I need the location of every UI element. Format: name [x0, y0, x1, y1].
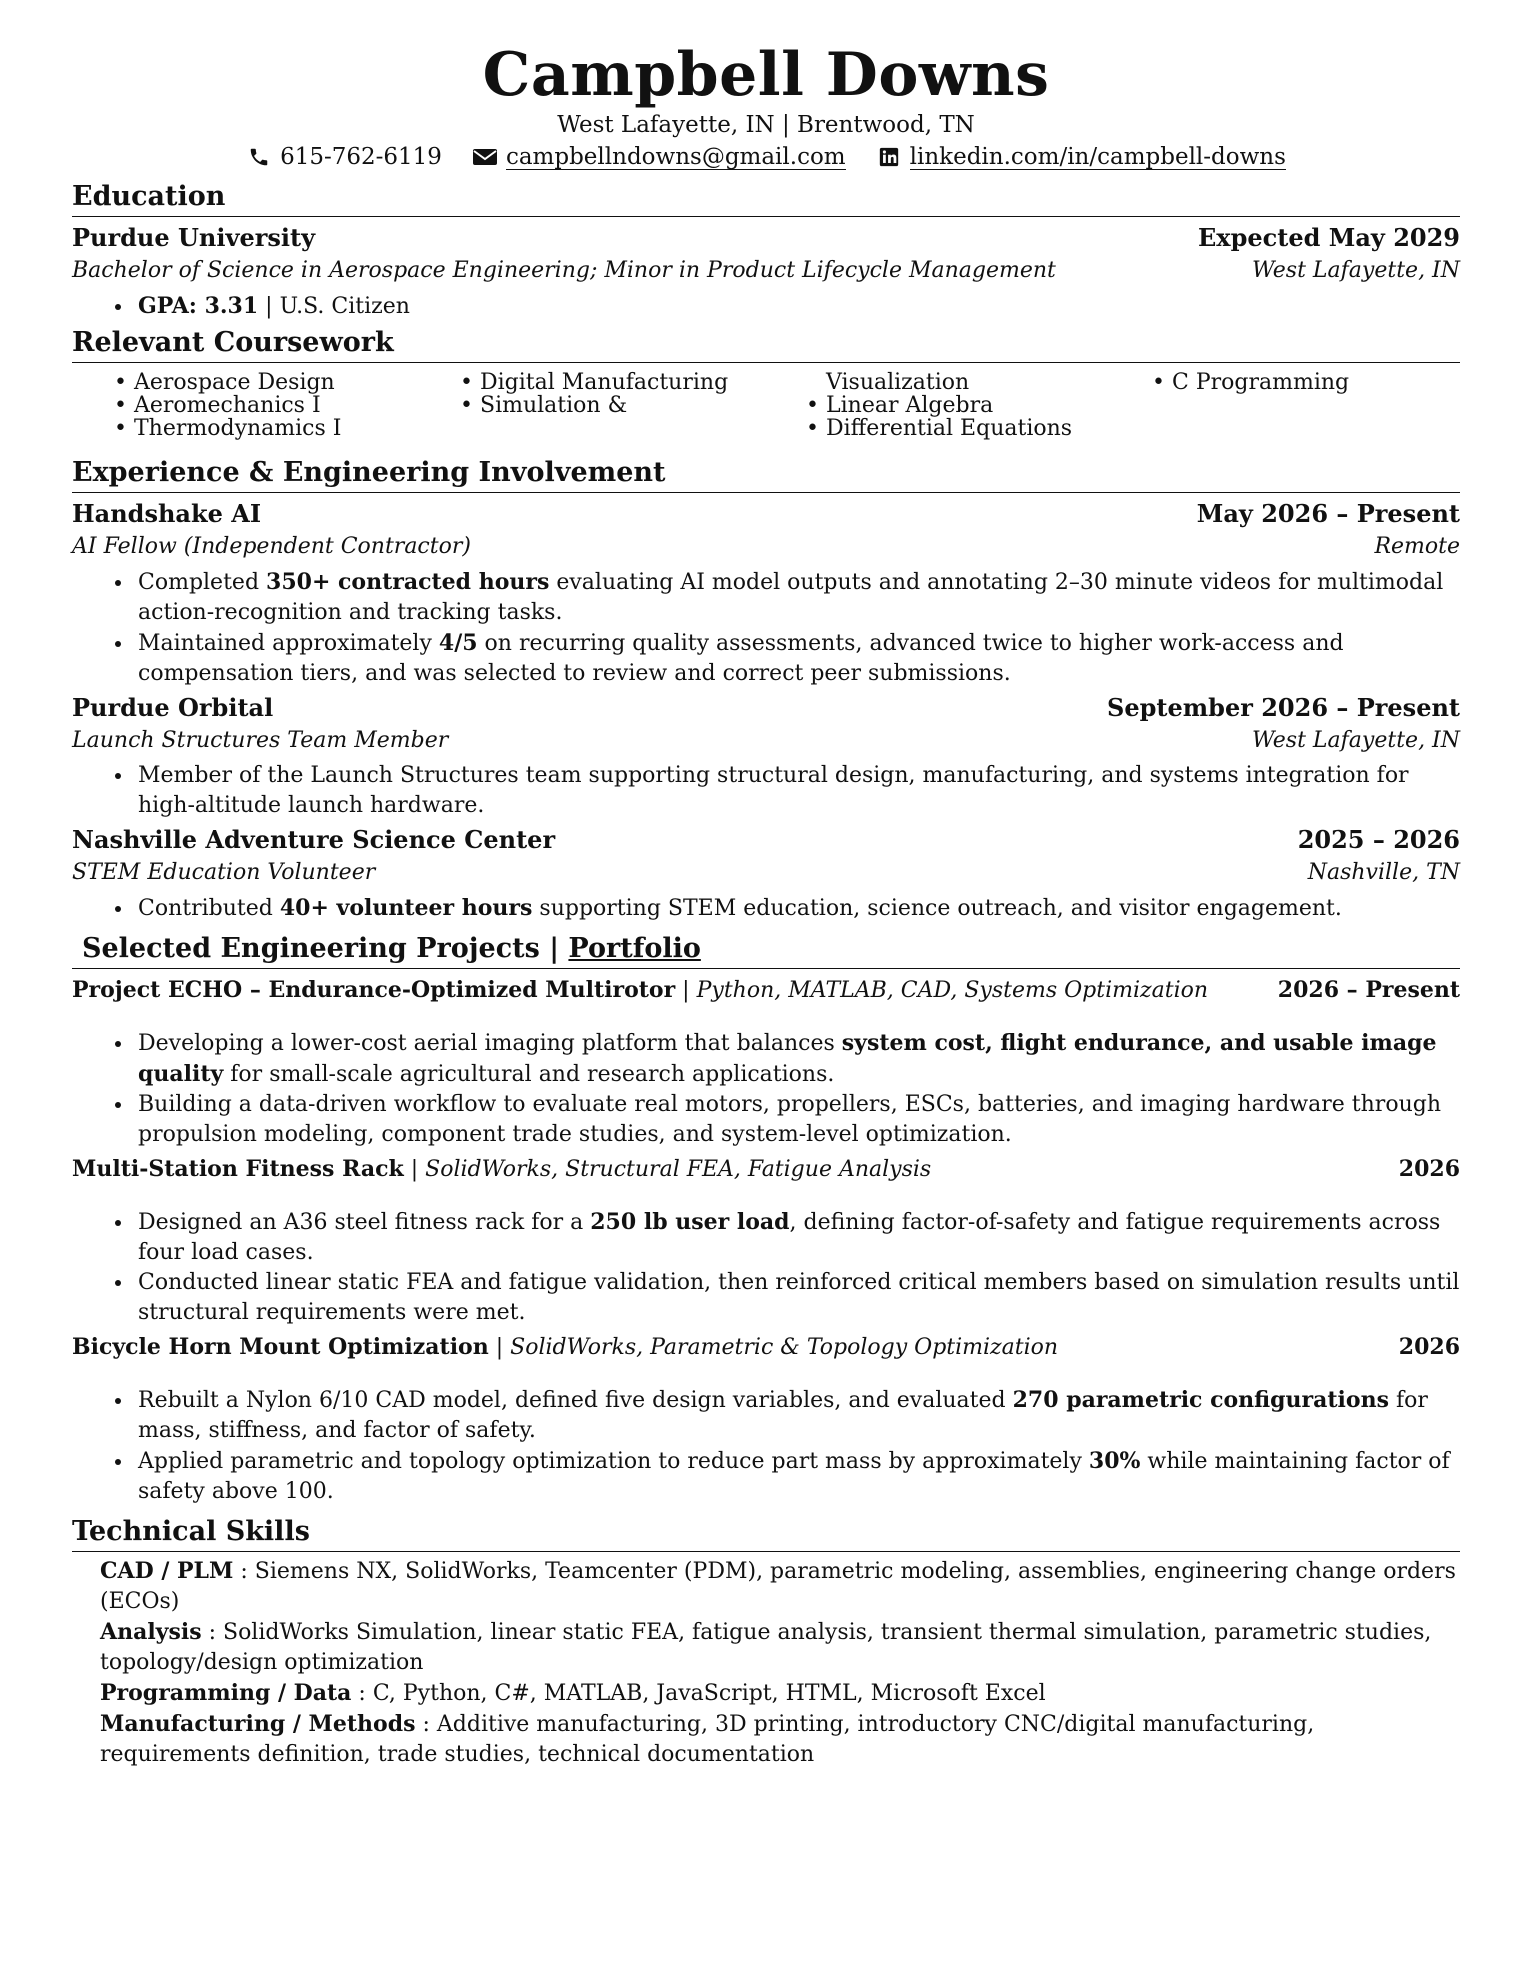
job-header — [72, 823, 1460, 857]
project-bullets — [72, 1028, 1460, 1150]
separator: | — [488, 1335, 511, 1360]
course-column — [458, 371, 804, 440]
education-section — [72, 180, 1460, 322]
course-column — [112, 371, 458, 440]
project-date: 2026 — [1398, 1334, 1460, 1360]
project-header — [72, 973, 1460, 1008]
project-title — [72, 1330, 1058, 1365]
school-location: West Lafayette, IN — [1251, 258, 1460, 283]
org-name: Handshake AI — [72, 499, 262, 528]
section-title-text: Selected Engineering Projects | — [82, 933, 569, 964]
list-item: • Building a data-driven workflow to evaluate real motors, propellers, ESCs, batteries, and imaging hardware through propulsion modeling, component trade studies, and system-level optimization. — [134, 1090, 1460, 1150]
skill-row — [100, 1617, 1460, 1678]
highlight: system cost, flight endurance, and usable image quality — [138, 1030, 1437, 1087]
skill-row — [100, 1556, 1460, 1617]
course-item: • Aeromechanics I — [112, 394, 458, 417]
skill-label: Manufacturing / Methods — [100, 1711, 416, 1737]
separator: | — [675, 978, 697, 1003]
job-role: Launch Structures Team Member — [72, 728, 449, 753]
project-header — [72, 1152, 1460, 1187]
text: Completed — [138, 570, 267, 595]
linkedin-link[interactable]: linkedin.com/in/campbell-downs — [909, 143, 1286, 170]
skill-label: CAD / PLM — [100, 1558, 234, 1584]
text: on recurring quality assessments, advanced twice to higher work-access and compensation tiers, and was selected to review and correct peer submissions. — [138, 631, 1344, 686]
job-role: STEM Education Volunteer — [72, 860, 376, 885]
text: supporting STEM education, science outreach, and visitor engagement. — [532, 896, 1342, 921]
project-name: Bicycle Horn Mount Optimization — [72, 1334, 489, 1360]
job-location: Nashville, TN — [1307, 860, 1460, 885]
text: while maintaining factor of safety above 100. — [138, 1449, 1450, 1504]
project-tools: SolidWorks, Parametric & Topology Optimization — [510, 1335, 1059, 1360]
section-title: Education — [72, 180, 1460, 217]
citizenship: | U.S. Citizen — [258, 294, 410, 319]
linkedin-contact[interactable] — [876, 142, 1286, 172]
job-date: September 2026 – Present — [1107, 693, 1460, 722]
list-item — [134, 1446, 1460, 1507]
portfolio-link[interactable]: Portfolio — [568, 933, 701, 964]
section-title: Relevant Coursework — [72, 326, 1460, 363]
job-sub — [72, 531, 1460, 563]
text: Designed an A36 steel fitness rack for a — [138, 1210, 591, 1235]
text: Rebuilt a Nylon 6/10 CAD model, defined five design variables, and evaluated — [138, 1388, 1013, 1413]
skill-row — [100, 1709, 1460, 1770]
course-item: • Thermodynamics I — [112, 417, 458, 440]
locations: West Lafayette, IN | Brentwood, TN — [557, 112, 975, 138]
course-item: • C Programming — [1150, 371, 1450, 394]
project-name: Multi-Station Fitness Rack — [72, 1156, 404, 1182]
highlight: 350+ contracted hours — [266, 569, 550, 595]
highlight: 40+ volunteer hours — [279, 895, 533, 921]
project-date: 2026 – Present — [1277, 977, 1460, 1003]
job-header — [72, 497, 1460, 531]
contact-bar — [72, 142, 1460, 172]
school-name: Purdue University — [72, 223, 316, 252]
highlight: 4/5 — [438, 630, 478, 656]
email-link[interactable]: campbellndowns@gmail.com — [505, 143, 846, 170]
highlight: 30% — [1088, 1448, 1141, 1474]
grad-date: Expected May 2029 — [1198, 223, 1460, 252]
list-item — [134, 567, 1460, 628]
coursework-grid — [112, 371, 1460, 440]
linkedin-icon — [876, 146, 902, 168]
skill-label: Programming / Data — [100, 1680, 352, 1706]
skill-label: Analysis — [100, 1619, 202, 1645]
course-item: • Aerospace Design — [112, 371, 458, 394]
project-title — [72, 973, 1208, 1008]
project-name: Project ECHO – Endurance-Optimized Multirotor — [72, 977, 676, 1003]
list-item — [134, 1028, 1460, 1090]
phone-icon — [246, 146, 272, 168]
list-item: • Conducted linear static FEA and fatigue validation, then reinforced critical members based on simulation results until structural requirements were met. — [134, 1268, 1460, 1328]
list-item: • Member of the Launch Structures team supporting structural design, manufacturing, and systems integration for high-altitude launch hardware. — [134, 761, 1460, 821]
list-item — [134, 893, 1460, 924]
job-sub — [72, 857, 1460, 889]
project-bullets — [72, 1385, 1460, 1507]
list-item — [134, 291, 1460, 322]
section-title: Technical Skills — [72, 1515, 1460, 1552]
text: evaluating AI model outputs and annotating 2–30 minute videos for multimodal action-recognition and tracking tasks. — [138, 570, 1444, 625]
skills-section — [72, 1515, 1460, 1770]
text: , defining factor-of-safety and fatigue requirements across four load cases. — [138, 1210, 1441, 1265]
job-header — [72, 691, 1460, 725]
list-item — [134, 1207, 1460, 1268]
degree: Bachelor of Science in Aerospace Engineering; Minor in Product Lifecycle Management — [72, 258, 1056, 283]
course-item-wrap: Visualization — [826, 370, 970, 395]
skill-value: : Siemens NX, SolidWorks, Teamcenter (PDM), parametric modeling, assemblies, engineering change orders (ECOs) — [100, 1559, 1456, 1614]
org-name: Nashville Adventure Science Center — [72, 825, 556, 854]
phone-number: 615-762-6119 — [280, 144, 442, 170]
text: for mass, stiffness, and factor of safety. — [138, 1388, 1428, 1443]
separator: | — [403, 1157, 426, 1182]
text: Applied parametric and topology optimization to reduce part mass by approximately — [138, 1449, 1089, 1474]
course-item: • Digital Manufacturing — [458, 371, 804, 394]
candidate-name: Campbell Downs — [482, 40, 1050, 110]
section-title — [72, 932, 1460, 969]
phone-contact — [246, 142, 442, 172]
job-sub — [72, 725, 1460, 757]
highlight: 270 parametric configurations — [1012, 1387, 1389, 1413]
project-date: 2026 — [1398, 1156, 1460, 1182]
job-bullets — [72, 567, 1460, 689]
experience-section — [72, 456, 1460, 924]
skill-row — [100, 1678, 1460, 1709]
job-date: May 2026 – Present — [1196, 499, 1460, 528]
skill-value: : SolidWorks Simulation, linear static FEA, fatigue analysis, transient thermal simulation, parametric studies, topology/design optimization — [100, 1620, 1432, 1675]
list-item — [134, 628, 1460, 689]
job-location: West Lafayette, IN — [1251, 728, 1460, 753]
job-bullets — [72, 893, 1460, 924]
text: Contributed — [138, 896, 280, 921]
skill-value: : C, Python, C#, MATLAB, JavaScript, HTML, Microsoft Excel — [351, 1681, 1046, 1706]
highlight: 250 lb user load — [590, 1209, 790, 1235]
email-contact[interactable] — [472, 142, 846, 172]
course-column — [1150, 371, 1450, 440]
education-header — [72, 221, 1460, 255]
project-header — [72, 1330, 1460, 1365]
coursework-section — [72, 326, 1460, 440]
course-column — [804, 371, 1150, 440]
job-role: AI Fellow (Independent Contractor) — [72, 534, 471, 559]
job-date: 2025 – 2026 — [1297, 825, 1460, 854]
course-item: • Linear Algebra — [804, 394, 1150, 417]
job-bullets — [72, 761, 1460, 821]
gpa: GPA: 3.31 — [138, 293, 259, 319]
text: Maintained approximately — [138, 631, 439, 656]
job-location: Remote — [1374, 534, 1460, 559]
section-title: Experience & Engineering Involvement — [72, 456, 1460, 493]
org-name: Purdue Orbital — [72, 693, 274, 722]
course-item: • Differential Equations — [804, 417, 1150, 440]
list-item — [134, 1385, 1460, 1446]
project-bullets — [72, 1207, 1460, 1328]
skill-value: : Additive manufacturing, 3D printing, introductory CNC/digital manufacturing, requirements definition, trade studies, technical documentation — [100, 1712, 1315, 1767]
envelope-icon — [472, 146, 498, 168]
education-bullets — [72, 291, 1460, 322]
project-tools: SolidWorks, Structural FEA, Fatigue Analysis — [425, 1157, 932, 1182]
project-tools: Python, MATLAB, CAD, Systems Optimization — [696, 978, 1209, 1003]
text: Developing a lower-cost aerial imaging platform that balances — [138, 1031, 842, 1056]
course-item: • Simulation & — [458, 394, 804, 417]
project-title — [72, 1152, 931, 1187]
projects-section — [72, 932, 1460, 1507]
text: for small-scale agricultural and research applications. — [223, 1062, 835, 1087]
skills-list — [72, 1556, 1460, 1770]
education-sub — [72, 255, 1460, 287]
